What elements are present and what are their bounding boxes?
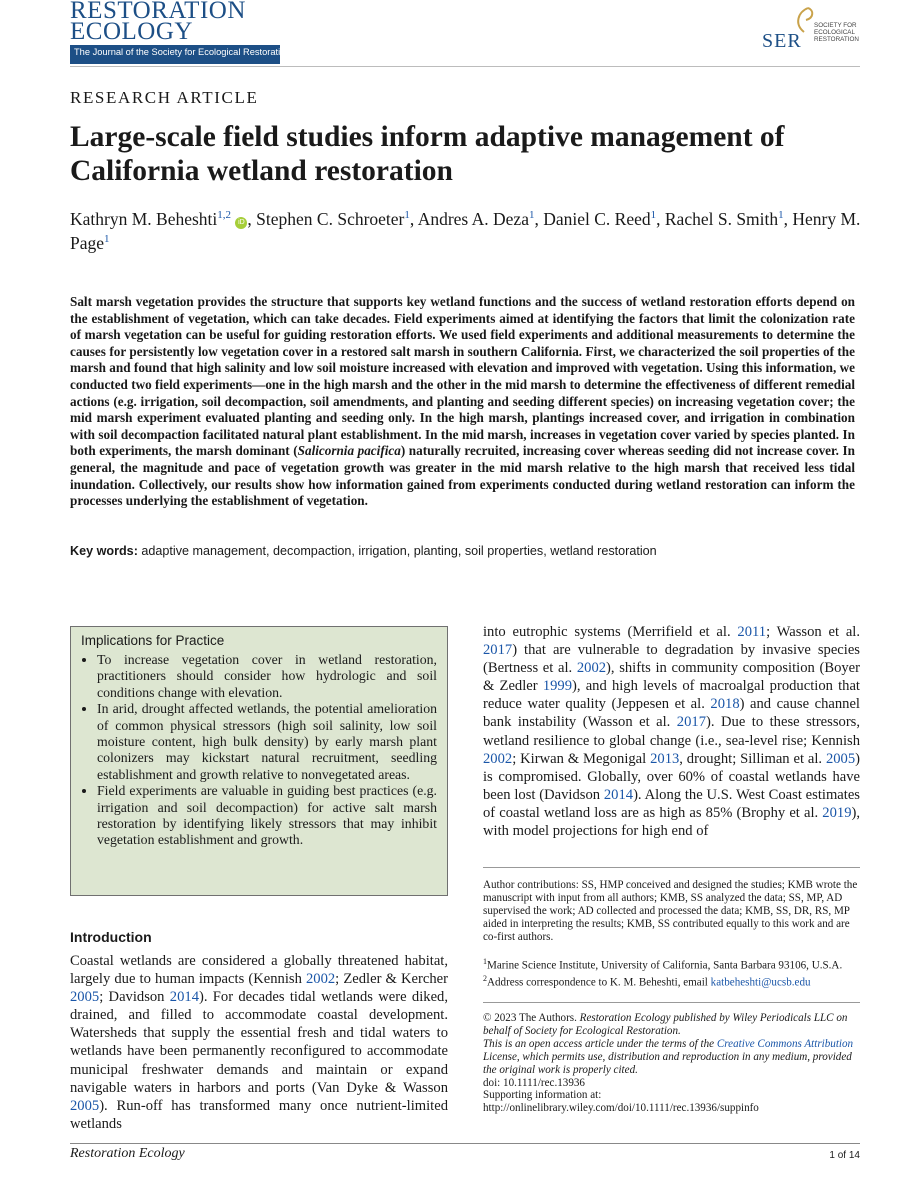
citation-link[interactable]: 2002 <box>305 971 336 988</box>
journal-logo-word-1: RESTORATION <box>70 0 280 22</box>
introduction-text <box>70 952 448 1133</box>
implications-list <box>81 652 437 849</box>
ser-logo-mark: SER <box>762 30 802 52</box>
body-text: ) that are vulnerable to degradation by invasive species (Bertness et al. <box>483 642 860 677</box>
body-text: ). Run-off has transformed many once nutrient-limited wetlands <box>70 1097 448 1132</box>
ser-logo-text: SOCIETY FOR ECOLOGICAL RESTORATION <box>814 22 859 43</box>
citation-link[interactable]: 2018 <box>710 696 740 713</box>
header-divider <box>70 66 860 67</box>
body-text: Coastal wetlands are considered a globally threatened habitat, largely due to human impacts (Kennish <box>70 953 448 988</box>
author-name: Henry M. Page <box>70 209 861 253</box>
implications-box <box>70 626 448 896</box>
implications-item: • In arid, drought affected wetlands, the potential amelioration of common physical stressors (high soil salinity, low soil moisture content, high bulk density) by early marsh plant colonizers may kickstart natural recruitment, seedling establishment and growth relative to nonvegetated areas. <box>97 701 437 783</box>
author-affiliation-sup: 1 <box>778 209 784 222</box>
affiliation-2: $^2$Address correspondence to K. M. Beheshti, email katbeheshti@ucsb.edu <box>483 973 811 989</box>
keywords-text: adaptive management, decompaction, irrigation, planting, soil properties, wetland restoration <box>137 544 657 558</box>
body-text: ), shifts in community composition (Boyer & Zedler <box>483 660 861 695</box>
citation-link[interactable]: 2002 <box>483 750 513 767</box>
body-text: ; Zedler & Kercher <box>335 971 448 988</box>
journal-logo-word-2: ECOLOGY <box>70 22 280 45</box>
author-contributions: Author contributions: SS, HMP conceived and designed the studies; KMB wrote the manuscript with input from all authors; KMB, SS analyzed the data; SS, MP, AD supervised the work; AD collected and processed the data; KMB, SS, DR, RS, MP aided in interpreting the results; KMB, SS contributed equally to this work and are co-first authors. <box>483 879 858 943</box>
citation-link[interactable]: 2017 <box>483 642 513 659</box>
supporting-info-label: Supporting information at: <box>483 1089 602 1102</box>
author-name: Kathryn M. Beheshti <box>70 209 218 229</box>
article-title: Large-scale field studies inform adaptive management of California wetland restoration <box>70 121 785 187</box>
copyright-block <box>483 1012 860 1115</box>
citation-link[interactable]: 1999 <box>542 678 572 695</box>
author-affiliation-sup: 1 <box>650 209 657 222</box>
copyright-line: © 2023 The Authors. Restoration Ecology published by Wiley Periodicals LLC on behalf of Society for Ecological Restoration. <box>483 1012 848 1037</box>
doi: doi: 10.1111/rec.13936 <box>483 1076 585 1089</box>
body-text: ) is compromised. Globally, over 60% of coastal wetlands have been lost (Davidson <box>483 750 860 803</box>
abstract <box>70 294 855 510</box>
citation-link[interactable]: 2014 <box>603 786 634 803</box>
author-name: Daniel C. Reed <box>543 209 651 229</box>
citation-link[interactable]: 2002 <box>576 660 607 677</box>
citation-link[interactable]: 2011 <box>737 624 767 640</box>
introduction-heading: Introduction <box>70 929 152 945</box>
body-text: ; Wasson et al. <box>766 624 861 640</box>
author-affiliation-sup: 1 <box>528 209 535 222</box>
page-number: 1 of 14 <box>829 1150 860 1161</box>
abstract-part-2: ) naturally recruited, increasing cover whereas seeding did not increase cover. In general, the magnitude and pace of vegetation growth was greater in the mid marsh relative to the high marsh that received less tidal inundation. Collectively, our results show how information gained from experiments conducted during wetland restoration can inform the processes underlying the establishment of vegetation. <box>70 443 855 509</box>
affiliations <box>483 956 860 989</box>
article-type: RESEARCH ARTICLE <box>70 88 259 107</box>
implications-item: • Field experiments are valuable in guiding best practices (e.g. irrigation and soil decompaction) for active salt marsh restoration by identifying likely stressors that may inhibit vegetation establishment and growth. <box>97 783 437 849</box>
citation-link[interactable]: 2019 <box>822 804 852 821</box>
keywords-label: Key words: <box>70 544 138 558</box>
implications-heading: Implications for Practice <box>81 633 225 648</box>
author-name: Andres A. Deza <box>417 209 529 229</box>
body-text: ) and cause channel bank instability (Wasson et al. <box>483 696 860 731</box>
journal-tagline: The Journal of the Society for Ecological Restoration <box>74 47 291 57</box>
author-name: Rachel S. Smith <box>664 209 779 229</box>
orcid-icon[interactable]: iD <box>235 217 247 229</box>
abstract-species: Salicornia pacifica <box>297 443 401 459</box>
citation-link[interactable]: 2005 <box>825 750 856 767</box>
body-text: ), and high levels of macroalgal production that reduce water quality (Jeppesen et al. <box>483 678 860 713</box>
implications-item: • To increase vegetation cover in wetland restoration, practitioners should consider how hydrologic and soil conditions change with elevation. <box>97 652 437 701</box>
body-text: ). Due to these stressors, wetland resilience to global change (i.e., sea-level rise; Kennish <box>483 714 861 749</box>
body-text: into eutrophic systems (Merrifield et al. <box>483 624 738 640</box>
cc-license-link[interactable]: Creative Commons Attribution <box>716 1037 854 1050</box>
citation-link[interactable]: 2005 <box>70 989 100 1006</box>
affiliation-1: $^1$Marine Science Institute, University of California, Santa Barbara 93106, U.S.A. <box>483 957 843 972</box>
author-name: Stephen C. Schroeter <box>256 209 405 229</box>
citation-link[interactable]: 2005 <box>70 1097 100 1114</box>
abstract-part-1: Salt marsh vegetation provides the structure that supports key wetland functions and the success of wetland restoration efforts depend on the establishment of vegetation, which can take decades. Field experiments aimed at identifying the factors that limit the colonization rate of marsh vegetation can be useful for guiding restoration efforts. We used field experiments and additional measurements to determine the causes for persistently low vegetation cover in a restored salt marsh in southern California. First, we characterized the soil properties of the marsh and found that high salinity and low soil moisture increased with elevation and improved with vegetation. Using this information, we conducted two field experiments—one in the high marsh and the other in the mid marsh to determine the effectiveness of different remedial actions (e.g. irrigation, soil decompaction, soil amendments, and planting and seeding different species) on increasing vegetation cover; the mid marsh experiment evaluated planting and seeding only. In the high marsh, plantings increased cover, and irrigation in combination with soil decompaction facilitated natural plant establishment. In the mid marsh, increases in vegetation cover varied by species planted. In both experiments, the marsh dominant ( <box>70 294 855 459</box>
citation-link[interactable]: 2013 <box>650 750 680 767</box>
supporting-info-url[interactable]: http://onlinelibrary.wiley.com/doi/10.1111/rec.13936/suppinfo <box>483 1102 759 1115</box>
ser-logo <box>762 4 862 60</box>
body-text: , drought; Silliman et al. <box>679 750 826 767</box>
footnote-divider-2 <box>483 1002 860 1003</box>
author-list: Kathryn M. Beheshti$^{1,2}$ iD , Stephen C. Schroeter$^1$, Andres A. Deza$^1$, Daniel C. Reed$^1$, Rachel S. Smith$^1$, Henry M. Page$^1$ <box>70 209 861 253</box>
body-text: ). For decades tidal wetlands were diked, drained, and filled to accommodate coastal development. Watersheds that supply the essential fresh and tidal waters to wetlands have been permanently reconfigured to accommodate municipal freshwater demands and maintain or expand navigable waters in harbors and ports (Van Dyke & Wasson <box>70 989 448 1096</box>
body-text: ; Davidson <box>99 989 170 1006</box>
keywords <box>70 544 855 558</box>
body-text: ; Kirwan & Megonigal <box>512 750 651 767</box>
open-access-line: This is an open access article under the terms of the Creative Commons Attribution License, which permits use, distribution and reproduction in any medium, provided the original work is properly cited. <box>483 1037 854 1076</box>
author-affiliation-sup: 1 <box>104 233 110 246</box>
footer-journal-name: Restoration Ecology <box>70 1146 185 1161</box>
footnote-divider <box>483 867 860 868</box>
right-column-text <box>483 623 860 840</box>
citation-link[interactable]: 2014 <box>169 989 199 1006</box>
author-affiliation-sup: 1,2 <box>217 209 232 222</box>
body-text: ). Along the U.S. West Coast estimates of coastal wetland loss are as high as 85% (Brophy et al. <box>483 786 860 821</box>
citation-link[interactable]: 2017 <box>676 714 706 731</box>
footer-divider <box>70 1143 860 1144</box>
correspondence-email-link[interactable]: katbeheshti@ucsb.edu <box>710 976 811 989</box>
author-affiliation-sup: 1 <box>404 209 410 222</box>
body-text: ), with model projections for high end of <box>483 804 860 840</box>
